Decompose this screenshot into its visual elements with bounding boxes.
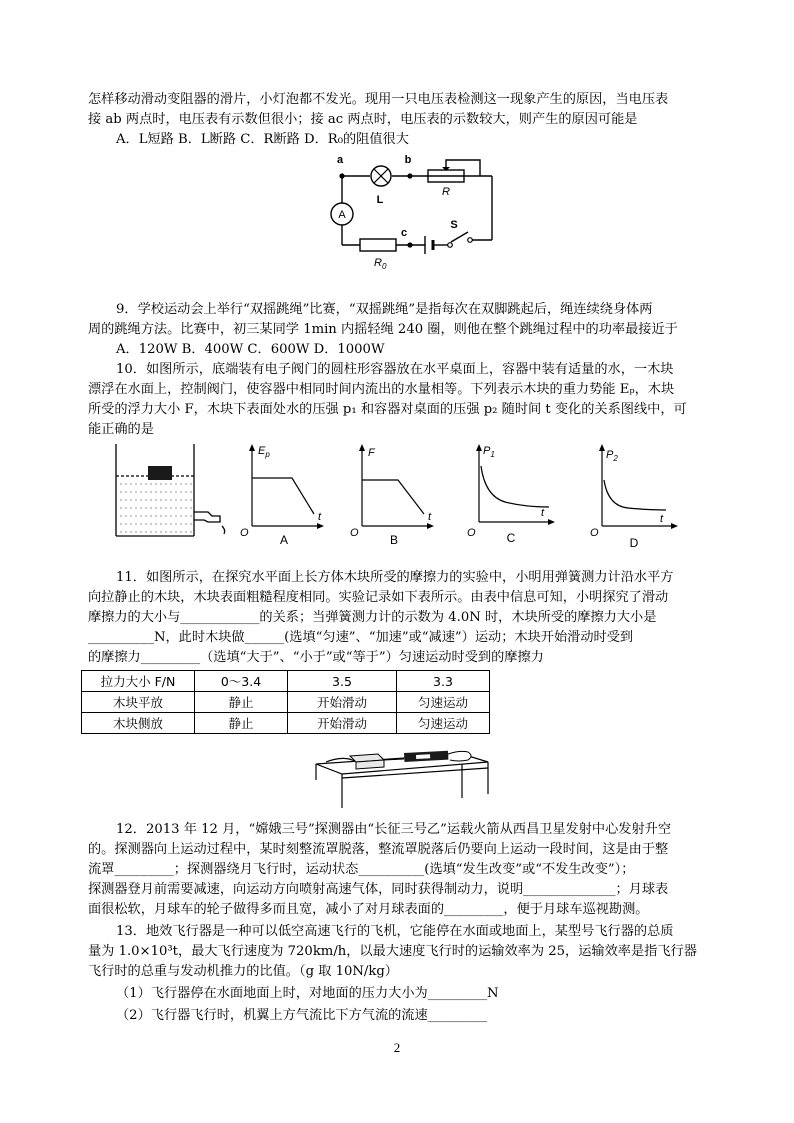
- graph-a-ylabel: $E_p$: [258, 445, 270, 459]
- q11-text-line-5: 的摩擦力_________（选填“大于”、“小于”或“等于”）匀速运动时受到的摩擦力: [88, 650, 544, 665]
- table-row: [82, 713, 490, 734]
- graph-b-origin: O: [350, 527, 359, 539]
- graph-d-letter: D: [629, 536, 639, 550]
- q9-text-line-2: 周的跳绳方法。比赛中，初三某同学 1min 内摇轻绳 240 圈，则他在整个跳绳过程中的功率最接近于: [88, 322, 678, 337]
- graph-a-letter: A: [279, 533, 289, 547]
- graph-d-xlabel: t: [660, 513, 664, 525]
- table-header-cell: 3.3: [397, 671, 490, 692]
- r0-label: $R_0$: [374, 257, 387, 271]
- q11-text-line-2: 向拉静止的木块，木块表面粗糙程度相同。实验记录如下表所示。由表中信息可知，小明探究了滑动: [88, 590, 669, 605]
- q12-text-line-2: 的。探测器向上运动过程中，某时刻整流罩脱落，整流罩脱落后仍要向上运动一段时间，这是由于整: [88, 842, 669, 857]
- table-cell: 匀速运动: [397, 713, 490, 734]
- graph-b-letter: B: [389, 533, 399, 547]
- q11-text-line-4: __________N，此时木块做______(选填“匀速”、“加速”或“减速”）运动；木块开始滑动时受到: [88, 630, 634, 645]
- water-container-figure: [108, 440, 238, 540]
- table-cell: 木块侧放: [82, 713, 195, 734]
- friction-data-table: [81, 670, 490, 734]
- table-cell: 静止: [195, 692, 288, 713]
- table-cell: 静止: [195, 713, 288, 734]
- q13-text-line-3: 飞行时的总重与发动机推力的比值。（g 取 10N/kg）: [88, 964, 398, 979]
- graph-d-ylabel: $P_2$: [606, 449, 618, 463]
- table-header-cell: 拉力大小 F/N: [82, 671, 195, 692]
- q12-text-line-3: 流罩_________；探测器绕月飞行时，运动状态__________(选填“发生改变”或“不发生改变”）；: [88, 862, 635, 877]
- q10-text-line-1: 10．如图所示，底端装有电子阀门的圆柱形容器放在水平桌面上，容器中装有适量的水，一木块: [116, 362, 674, 377]
- q9-text-line-1: 9．学校运动会上举行“双摇跳绳”比赛，“双摇跳绳”是指每次在双脚跳起后，绳连续绕身体两: [116, 302, 653, 317]
- q12-text-line-1: 12．2013 年 12 月，“嫦娥三号”探测器由“长征三号乙”运载火箭从西昌卫星发射中心发射升空: [116, 822, 672, 837]
- q13-subquestion-2: （2）飞行器飞行时，机翼上方气流比下方气流的流速_________: [116, 1008, 488, 1023]
- q10-text-line-4: 能正确的是: [88, 422, 154, 437]
- q8-text-line-2: 接 ab 两点时，电压表有示数但很小；接 ac 两点时，电压表的示数较大，则产生的原因可能是: [88, 112, 638, 127]
- graph-b-xlabel: t: [428, 511, 432, 523]
- graph-b-ylabel: F: [368, 447, 375, 459]
- q8-text-line-1: 怎样移动滑动变阻器的滑片，小灯泡都不发光。现用一只电压表检测这一现象产生的原因，当电压表: [88, 92, 669, 107]
- graph-d: [588, 440, 683, 555]
- point-b-label: b: [404, 154, 412, 166]
- q12-text-line-4: 探测器登月前需要减速，向运动方向喷射高速气体，同时获得制动力，说明______________；月球表: [88, 882, 669, 897]
- table-cell: 开始滑动: [288, 692, 397, 713]
- graph-c-xlabel: t: [541, 507, 545, 519]
- q9-options: A．120W B．400W C．600W D．1000W: [116, 342, 385, 357]
- point-c-label: c: [400, 227, 408, 239]
- q12-text-line-5: 面很松软，月球车的轮子做得多而且宽，减小了对月球表面的_________，便于月球车巡视勘测。: [88, 902, 649, 917]
- graph-d-origin: O: [590, 527, 599, 539]
- page-number: 2: [393, 1040, 401, 1055]
- table-cell: 木块平放: [82, 692, 195, 713]
- q10-text-line-3: 所受的浮力大小 F，木块下表面处水的压强 p₁ 和容器对桌面的压强 p₂ 随时间 t 变化的关系图线中，可: [88, 402, 687, 417]
- graph-a-xlabel: t: [318, 511, 322, 523]
- rheostat-label: R: [442, 186, 450, 198]
- lamp-label: L: [376, 194, 384, 206]
- graph-c: [465, 440, 560, 550]
- spring-scale-experiment-figure: [312, 740, 490, 812]
- graph-c-origin: O: [467, 527, 476, 539]
- graph-b: [348, 440, 438, 550]
- graph-a-origin: O: [240, 527, 249, 539]
- q8-options: A．L短路 B．L断路 C．R断路 D．R₀的阻值很大: [116, 132, 409, 147]
- table-cell: 匀速运动: [397, 692, 490, 713]
- point-a-label: a: [336, 154, 344, 166]
- circuit-diagram: [320, 148, 500, 273]
- graph-c-letter: C: [506, 531, 516, 545]
- table-cell: 开始滑动: [288, 713, 397, 734]
- table-header-cell: 3.5: [288, 671, 397, 692]
- ammeter-label: A: [338, 209, 346, 221]
- table-header-row: [82, 671, 490, 692]
- q13-text-line-2: 量为 1.0×10³t，最大飞行速度为 720km/h，以最大速度飞行时的运输效率为 25，运输效率是指飞行器: [88, 944, 697, 959]
- q11-text-line-1: 11．如图所示，在探究水平面上长方体木块所受的摩擦力的实验中，小明用弹簧测力计沿水平方: [116, 570, 674, 585]
- switch-label: S: [450, 219, 458, 231]
- table-row: [82, 692, 490, 713]
- q11-text-line-3: 摩擦力的大小与____________的关系；当弹簧测力计的示数为 4.0N 时，木块所受的摩擦力大小是: [88, 610, 657, 625]
- table-header-cell: 0～3.4: [195, 671, 288, 692]
- q10-text-line-2: 漂浮在水面上，控制阀门，使容器中相同时间内流出的水量相等。下列表示木块的重力势能 Eₚ，木块: [88, 382, 675, 397]
- graph-c-ylabel: $P_1$: [483, 445, 495, 459]
- graph-a: [238, 440, 328, 550]
- q13-subquestion-1: （1）飞行器停在水面地面上时，对地面的压力大小为_________N: [116, 986, 499, 1001]
- q13-text-line-1: 13．地效飞行器是一种可以低空高速飞行的飞机，它能停在水面或地面上，某型号飞行器的总质: [116, 924, 674, 939]
